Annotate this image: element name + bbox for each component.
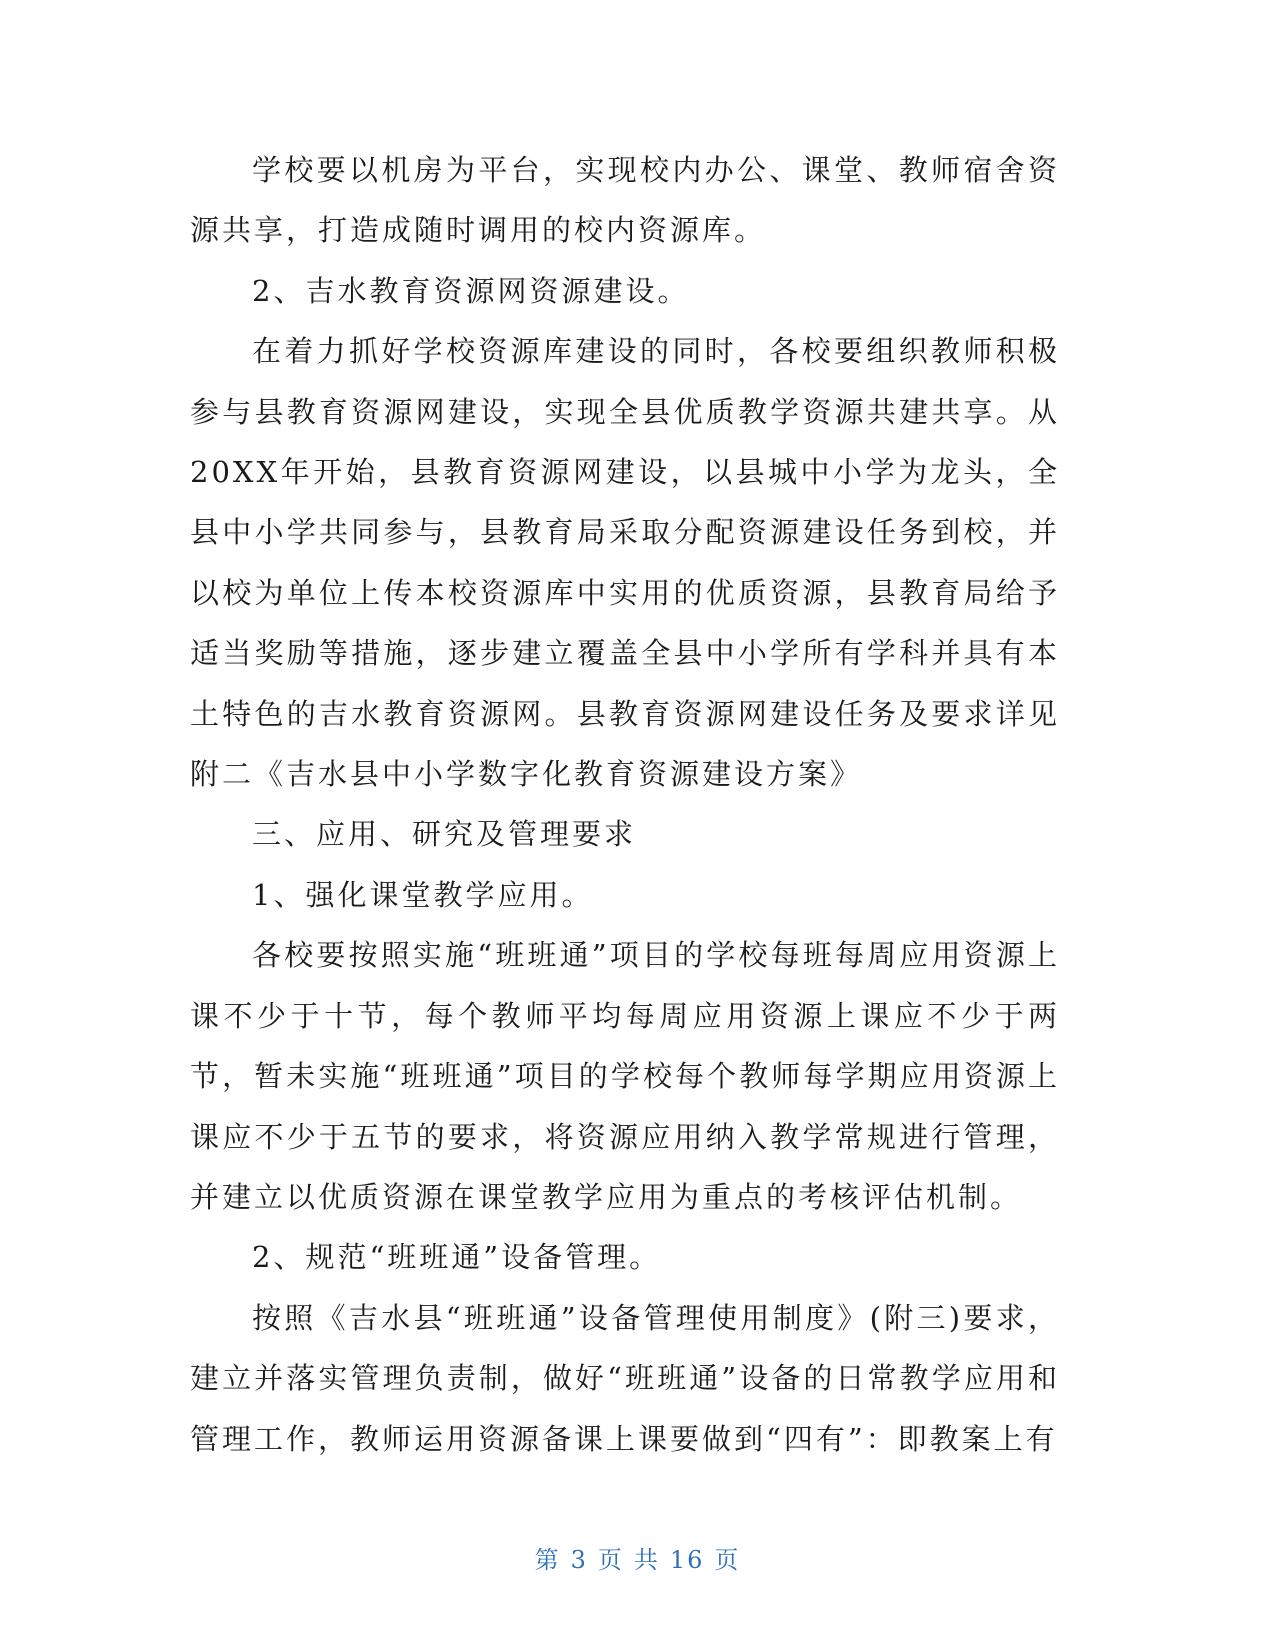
body-paragraph: 按照《吉水县“班班通”设备管理使用制度》(附三)要求，建立并落实管理负责制，做好“班班通”设备的日常教学应用和管理工作，教师运用资源备课上课要做到“四有”：即教案上有 (190, 1300, 1060, 1456)
page-unit: 页 (597, 1546, 624, 1574)
body-paragraph: 各校要按照实施“班班通”项目的学校每班每周应用资源上课不少于十节，每个教师平均每周应用资源上课应不少于两节，暂未实施“班班通”项目的学校每个教师每学期应用资源上课应不少于五节的要求，将资源应用纳入教学常规进行管理，并建立以优质资源在课堂教学应用为重点的考核评估机制。 (190, 938, 1060, 1214)
section-heading: 1、强化课堂教学应用。 (252, 877, 594, 912)
document-body (190, 140, 1060, 1469)
total-unit: 页 (714, 1546, 741, 1574)
page-footer (0, 1540, 1275, 1575)
current-page-number: 3 (570, 1546, 588, 1574)
total-label: 共 (633, 1546, 660, 1574)
body-paragraph: 在着力抓好学校资源库建设的同时，各校要组织教师积极参与县教育资源网建设，实现全县优质教学资源共建共享。从20XX年开始，县教育资源网建设，以县城中小学为龙头，全县中小学共同参与，县教育局采取分配资源建设任务到校，并以校为单位上传本校资源库中实用的优质资源，县教育局给予适当奖励等措施，逐步建立覆盖全县中小学所有学科并具有本土特色的吉水教育资源网。县教育资源网建设任务及要求详见附二《吉水县中小学数字化教育资源建设方案》 (190, 334, 1060, 792)
section-heading: 2、吉水教育资源网资源建设。 (252, 273, 690, 308)
body-paragraph: 学校要以机房为平台，实现校内办公、课堂、教师宿舍资源共享，打造成随时调用的校内资源库。 (190, 153, 1060, 248)
total-pages-number: 16 (669, 1546, 705, 1574)
page-label: 第 (534, 1546, 561, 1574)
section-heading: 三、应用、研究及管理要求 (252, 817, 637, 852)
section-heading: 2、规范“班班通”设备管理。 (252, 1240, 662, 1275)
